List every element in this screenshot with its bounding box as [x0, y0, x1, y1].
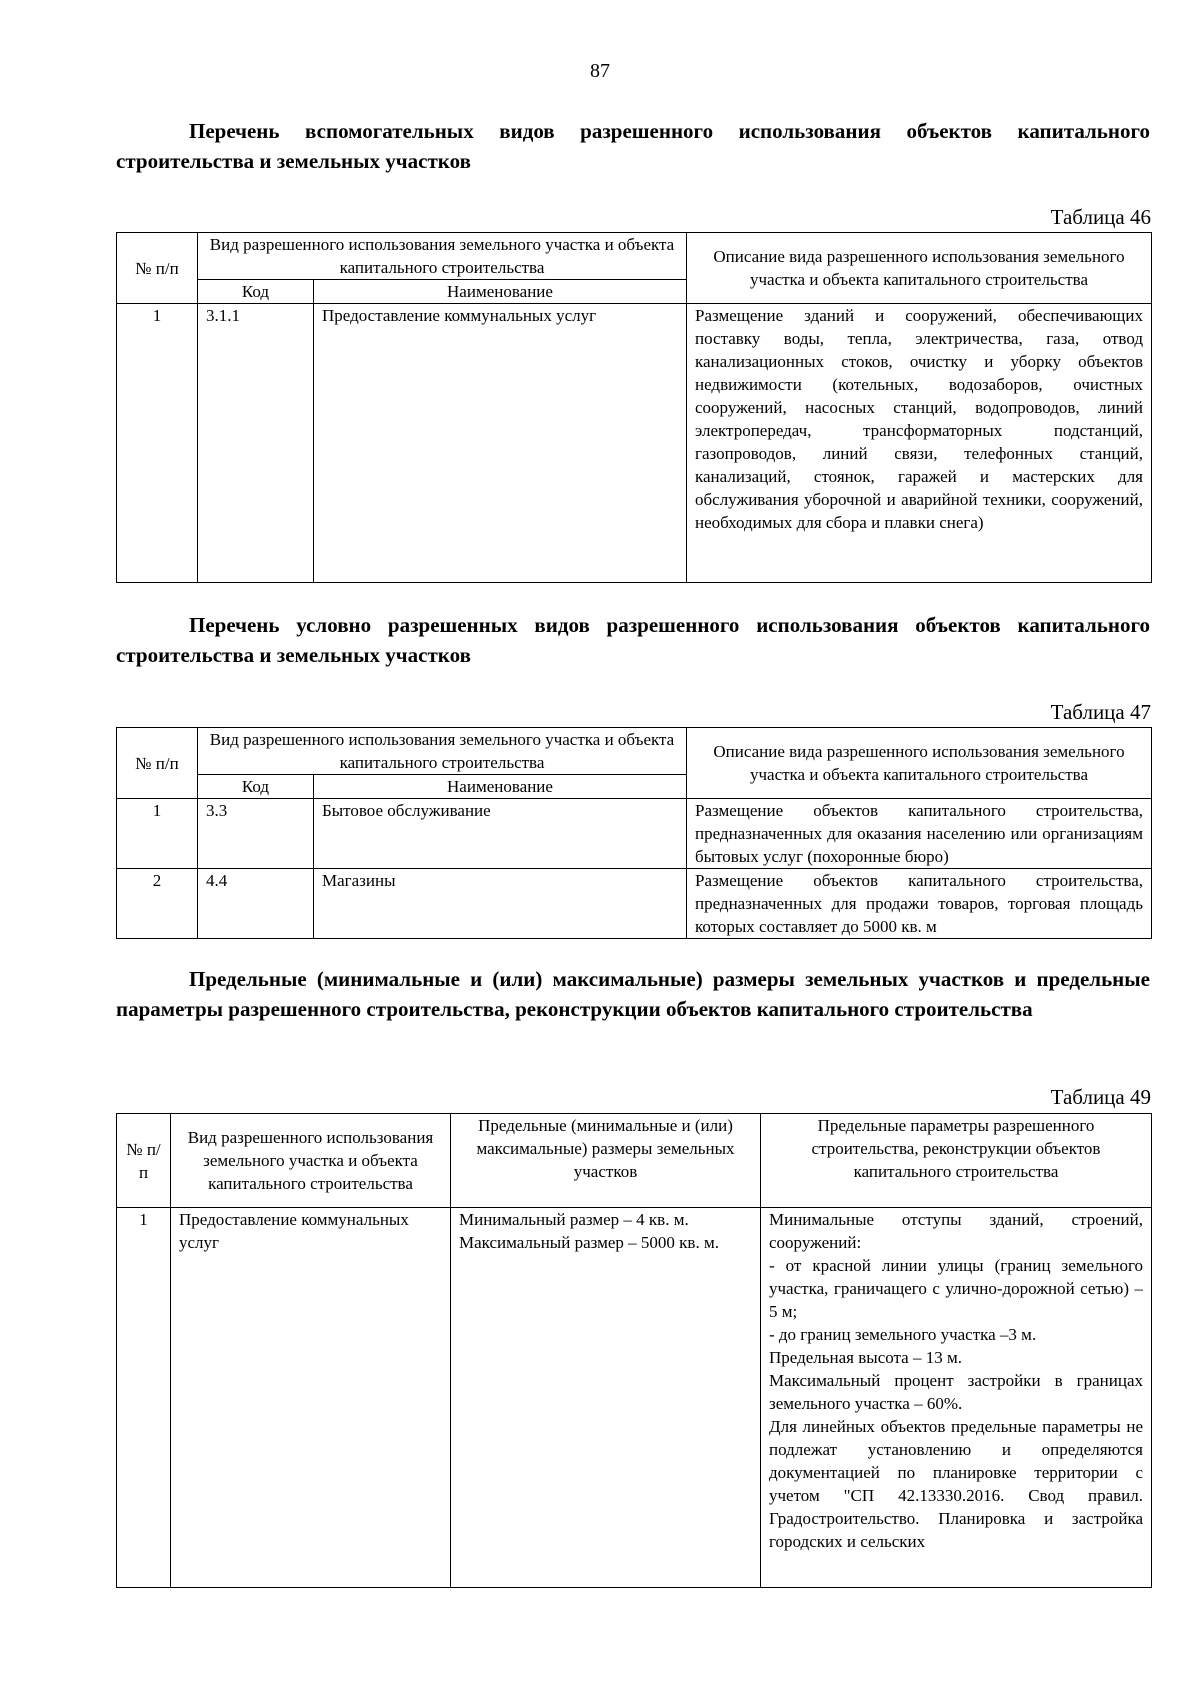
table-caption-49: Таблица 49	[1050, 1085, 1151, 1109]
header-name: Наименование	[314, 775, 687, 799]
table-row-desc: Размещение объектов капитального строительства, предназначенных для оказания населению или организациям бытовых услуг (похоронные бюро)	[687, 799, 1152, 869]
header-vid: Вид разрешенного использования земельного участка и объекта капитального строительства	[198, 233, 687, 280]
header-num: № п/п	[117, 233, 198, 304]
table-row-num: 1	[117, 799, 198, 869]
table-row-num: 2	[117, 869, 198, 939]
table-row-vid: Предоставление коммунальных услуг	[171, 1208, 451, 1588]
header-desc: Описание вида разрешенного использования земельного участка и объекта капитального строительства	[687, 233, 1152, 304]
header-vid: Вид разрешенного использования земельного участка и объекта капитального строительства	[198, 728, 687, 775]
params-linear-text: Для линейных объектов предельные параметры не подлежат установлению и определяются документацией по планировке территории с учетом "СП 42.13330.2016. Свод правил. Градостроительство. Планировка и застройка городских и сельских	[769, 1417, 1143, 1551]
params-height-text: Предельная высота – 13 м.	[769, 1348, 962, 1367]
header-num: № п/п	[117, 728, 198, 799]
header-sizes: Предельные (минимальные и (или) максимальные) размеры земельных участков	[451, 1114, 761, 1208]
header-kod: Код	[198, 280, 314, 304]
table-row-desc: Размещение зданий и сооружений, обеспечивающих поставку воды, тепла, электричества, газа, отвод канализационных стоков, очистку и уборку объектов недвижимости (котельных, водозаборов, очистных сооружений, насосных станций, водопроводов, линий электропередач, трансформаторных подстанций, газопроводов, линий связи, телефонных станций, канализаций, стоянок, гаражей и мастерских для обслуживания уборочной и аварийной техники, сооружений, необходимых для сбора и плавки снега)	[687, 304, 1152, 583]
table-46	[116, 232, 1152, 583]
table-row-desc: Размещение объектов капитального строительства, предназначенных для продажи товаров, торговая площадь которых составляет до 5000 кв. м	[687, 869, 1152, 939]
header-num: № п/п	[117, 1114, 171, 1208]
table-47	[116, 727, 1152, 939]
table-row-sizes	[451, 1208, 761, 1588]
header-name: Наименование	[314, 280, 687, 304]
table-row-name: Предоставление коммунальных услуг	[314, 304, 687, 583]
table-49	[116, 1113, 1152, 1588]
header-kod: Код	[198, 775, 314, 799]
table-row-params	[761, 1208, 1152, 1588]
header-desc: Описание вида разрешенного использования земельного участка и объекта капитального строительства	[687, 728, 1152, 799]
page-number: 87	[590, 60, 610, 82]
table-row-num: 1	[117, 304, 198, 583]
table-row-num: 1	[117, 1208, 171, 1588]
params-borders-text: - до границ земельного участка –3 м.	[769, 1325, 1037, 1344]
params-red-line-text: - от красной линии улицы (границ земельного участка, граничащего с улично-дорожной сетью) – 5 м;	[769, 1256, 1143, 1321]
header-vid: Вид разрешенного использования земельного участка и объекта капитального строительства	[171, 1114, 451, 1208]
section-heading-auxiliary-uses: Перечень вспомогательных видов разрешенного использования объектов капитального строительства и земельных участков	[116, 119, 1150, 173]
params-intro-text: Минимальные отступы зданий, строений, сооружений:	[769, 1210, 1143, 1252]
header-params: Предельные параметры разрешенного строительства, реконструкции объектов капитального строительства	[761, 1114, 1152, 1208]
max-size-text: Максимальный размер – 5000 кв. м.	[459, 1233, 719, 1252]
min-size-text: Минимальный размер – 4 кв. м.	[459, 1210, 689, 1229]
table-row-kod: 3.1.1	[198, 304, 314, 583]
table-row-name: Бытовое обслуживание	[314, 799, 687, 869]
params-percent-text: Максимальный процент застройки в границах земельного участка – 60%.	[769, 1371, 1143, 1413]
table-row-kod: 4.4	[198, 869, 314, 939]
section-heading-conditional-uses: Перечень условно разрешенных видов разрешенного использования объектов капитального строительства и земельных участков	[116, 613, 1150, 667]
table-row-name: Магазины	[314, 869, 687, 939]
table-row-kod: 3.3	[198, 799, 314, 869]
section-heading-limit-sizes: Предельные (минимальные и (или) максимальные) размеры земельных участков и предельные параметры разрешенного строительства, реконструкции объектов капитального строительства	[116, 967, 1150, 1021]
table-caption-46: Таблица 46	[1050, 205, 1151, 229]
table-caption-47: Таблица 47	[1050, 700, 1151, 724]
